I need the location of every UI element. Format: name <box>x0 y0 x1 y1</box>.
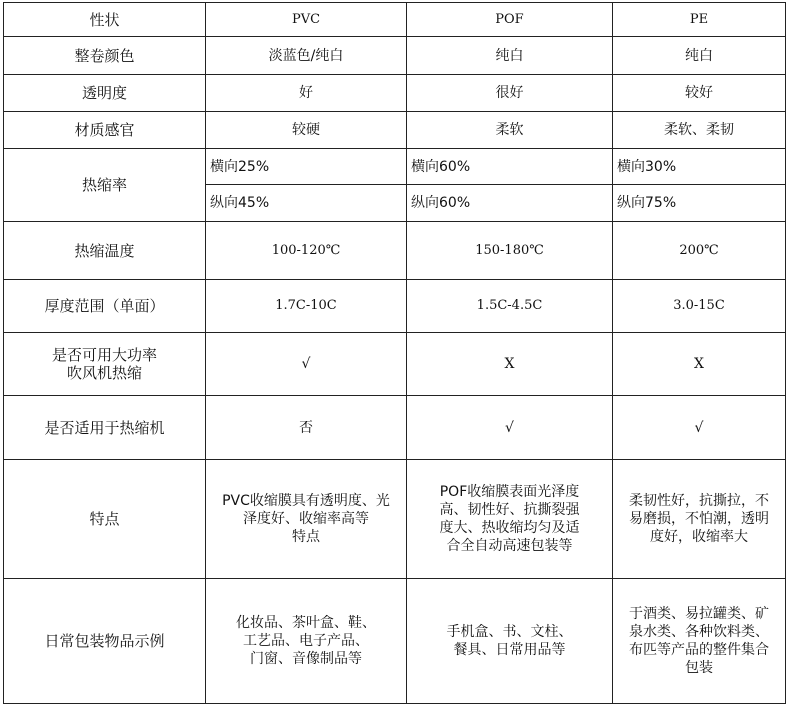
cell-pof: 横向60% <box>407 149 613 185</box>
cell-pvc: 1.7C-10C <box>206 280 407 333</box>
cell-pe: 3.0-15C <box>613 280 786 333</box>
row-machine <box>4 396 786 460</box>
header-property: 性状 <box>4 3 206 37</box>
cell-pe: 柔软、柔韧 <box>613 112 786 149</box>
cell-pe: 纵向75% <box>613 185 786 222</box>
cell-pvc: 淡蓝色/纯白 <box>206 37 407 75</box>
row-label: 材质感官 <box>4 112 206 149</box>
cell-pof: 纵向60% <box>407 185 613 222</box>
cell-pe: 200℃ <box>613 222 786 280</box>
text-line: 度好，收缩率大 <box>650 529 748 545</box>
cell-pe <box>613 460 786 579</box>
row-thickness <box>4 280 786 333</box>
row-label-line: 是否可用大功率 <box>51 346 157 364</box>
cell-pe <box>613 579 786 704</box>
cell-pvc: 横向25% <box>206 149 407 185</box>
check-mark: √ <box>613 396 786 460</box>
comparison-table <box>3 2 786 704</box>
text-line: 于酒类、易拉罐类、矿 <box>629 606 769 622</box>
text-line: 门窗、音像制品等 <box>250 651 362 667</box>
cell-pof <box>407 460 613 579</box>
cell-pof: 纯白 <box>407 37 613 75</box>
cell-pe: 较好 <box>613 75 786 112</box>
row-examples <box>4 579 786 704</box>
check-mark: √ <box>206 333 407 396</box>
row-label-line: 吹风机热缩 <box>66 364 142 382</box>
text-line: 布匹等产品的整件集合 <box>629 642 769 658</box>
row-label: 特点 <box>4 460 206 579</box>
text-line: 泽度好、收缩率高等 <box>243 511 369 527</box>
cell-pof <box>407 579 613 704</box>
text-line: 手机盒、书、文柱、 <box>446 624 573 640</box>
row-label: 厚度范围（单面） <box>4 280 206 333</box>
cell-pvc: 纵向45% <box>206 185 407 222</box>
row-label: 日常包装物品示例 <box>4 579 206 704</box>
text-line: 餐具、日常用品等 <box>453 642 566 658</box>
cell-pof: 1.5C-4.5C <box>407 280 613 333</box>
row-label <box>4 333 206 396</box>
text-line: 度大、热收缩均匀及适 <box>439 520 580 536</box>
text-line: PVC收缩膜具有透明度、光 <box>222 493 390 509</box>
text-line: 化妆品、茶叶盒、鞋、 <box>236 615 376 631</box>
row-transparency <box>4 75 786 112</box>
cell-pvc <box>206 460 407 579</box>
cell-pe: 横向30% <box>613 149 786 185</box>
header-pe: PE <box>613 3 786 37</box>
cell-pvc: 较硬 <box>206 112 407 149</box>
cell-pe: 纯白 <box>613 37 786 75</box>
header-row <box>4 3 786 37</box>
row-label: 热缩率 <box>4 149 206 222</box>
row-hair-dryer <box>4 333 786 396</box>
text-line: 高、韧性好、抗撕裂强 <box>439 502 580 518</box>
row-label: 整卷颜色 <box>4 37 206 75</box>
text-line: 包装 <box>685 660 713 676</box>
text-line: 柔韧性好，抗撕拉，不 <box>629 493 769 509</box>
cell-pvc: 否 <box>206 396 407 460</box>
text-line: 工艺品、电子产品、 <box>243 633 369 649</box>
text-line: 特点 <box>292 529 320 545</box>
row-temperature <box>4 222 786 280</box>
text-line: 易磨损，不怕潮，透明 <box>629 511 769 527</box>
row-label: 透明度 <box>4 75 206 112</box>
row-color <box>4 37 786 75</box>
text-line: 泉水类、各种饮料类、 <box>629 624 769 640</box>
cross-mark: X <box>613 333 786 396</box>
cell-pvc: 好 <box>206 75 407 112</box>
text-line: POF收缩膜表面光泽度 <box>439 484 580 500</box>
row-shrink-rate-horizontal <box>4 149 786 185</box>
cross-mark: X <box>407 333 613 396</box>
row-label: 热缩温度 <box>4 222 206 280</box>
cell-pof: 150-180℃ <box>407 222 613 280</box>
text-line: 合全自动高速包装等 <box>446 538 573 554</box>
header-pvc: PVC <box>206 3 407 37</box>
row-label: 是否适用于热缩机 <box>4 396 206 460</box>
cell-pof: 柔软 <box>407 112 613 149</box>
cell-pvc <box>206 579 407 704</box>
cell-pvc: 100-120℃ <box>206 222 407 280</box>
check-mark: √ <box>407 396 613 460</box>
cell-pof: 很好 <box>407 75 613 112</box>
row-features <box>4 460 786 579</box>
header-pof: POF <box>407 3 613 37</box>
row-texture <box>4 112 786 149</box>
